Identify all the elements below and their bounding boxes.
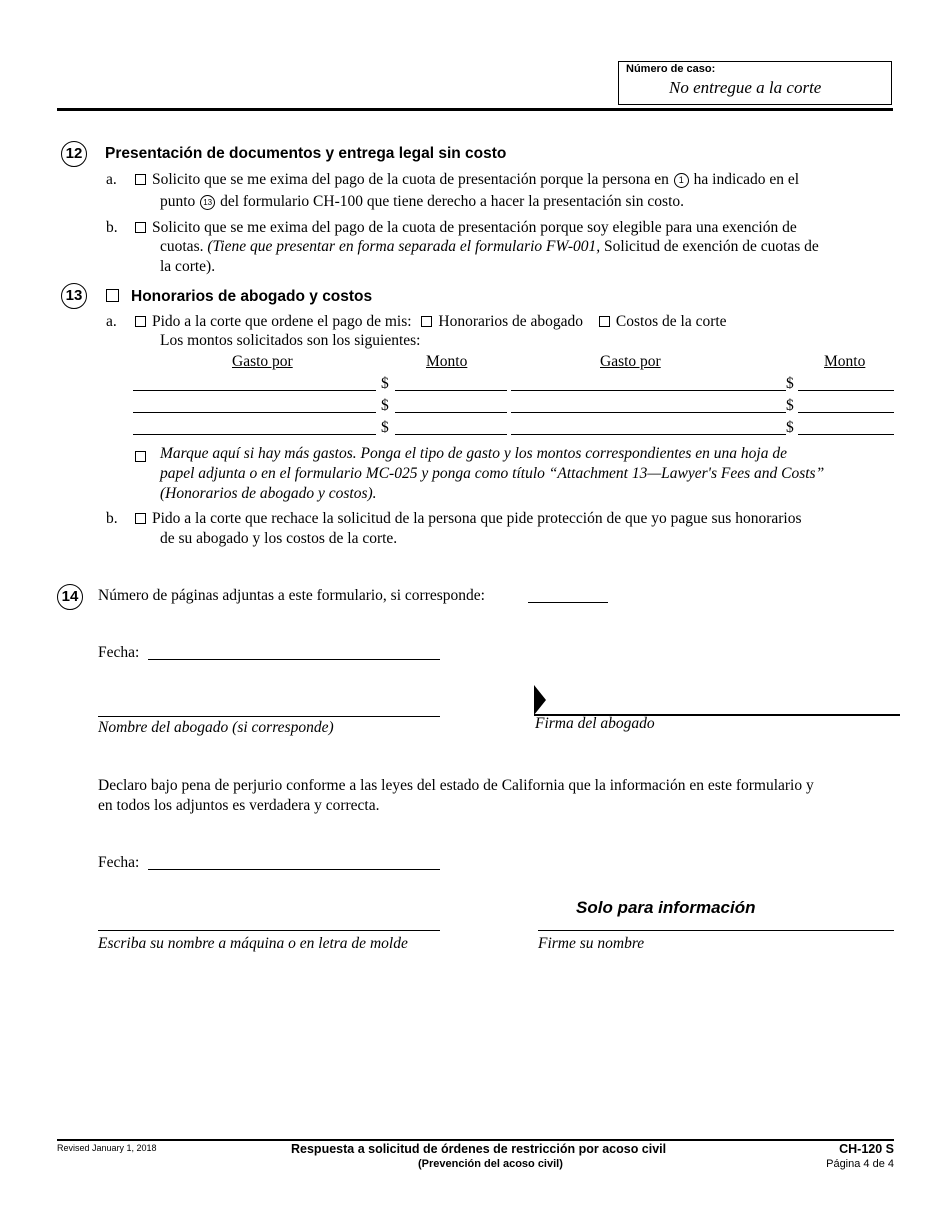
footer-form-id: CH-120 S (839, 1142, 894, 1156)
item-12a-checkbox[interactable] (135, 174, 146, 185)
item-12a-text: Solicito que se me exima del pago de la cuota de presentación porque la persona en 1 ha indicado en el (135, 170, 895, 190)
dollar-sign: $ (381, 419, 389, 436)
declarant-date-input[interactable] (148, 853, 440, 870)
item-13-ref-icon: 13 (200, 195, 215, 210)
declaration-line1: Declaro bajo pena de perjurio conforme a las leyes del estado de California que la información en este formulario y (98, 777, 814, 794)
declarant-name-label: Escriba su nombre a máquina o en letra de molde (98, 935, 408, 952)
item-12b-text-line2: cuotas. (Tiene que presentar en forma separada el formulario FW-001, Solicitud de exención de cuotas de (160, 238, 819, 255)
item-12b-text-line3: la corte). (160, 258, 216, 275)
item-13a-checkbox[interactable] (135, 316, 146, 327)
lawyer-fees-checkbox[interactable] (421, 316, 432, 327)
item-13b-text-line2: de su abogado y los costos de la corte. (160, 530, 398, 547)
expense-input[interactable] (133, 418, 376, 435)
info-only-text: Solo para información (576, 898, 756, 917)
dollar-sign: $ (786, 419, 794, 436)
amount-input[interactable] (798, 418, 894, 435)
item-12b-text: Solicito que se me exima del pago de la cuota de presentación porque soy elegible para una exención de (135, 218, 797, 238)
expense-input[interactable] (511, 396, 786, 413)
declarant-name-input[interactable] (98, 914, 440, 931)
case-number-label: Número de caso: (626, 63, 716, 75)
case-number-value[interactable]: No entregue a la corte (669, 78, 822, 97)
dollar-sign: $ (786, 397, 794, 414)
header-rule (57, 108, 893, 111)
footer-rule (57, 1139, 894, 1141)
court-costs-checkbox[interactable] (599, 316, 610, 327)
item-13-number: 13 (61, 283, 87, 309)
more-expenses-line1: Marque aquí si hay más gastos. Ponga el tipo de gasto y los montos correspondientes en una hoja de (160, 445, 787, 462)
declarant-date-label: Fecha: (98, 854, 140, 871)
amounts-text: Los montos solicitados son los siguientes: (160, 332, 421, 349)
col-amount-1: Monto (426, 353, 468, 370)
item-12b-letter: b. (106, 219, 118, 236)
amount-input[interactable] (798, 396, 894, 413)
more-expenses-line3: (Honorarios de abogado y costos). (160, 485, 377, 502)
item-13a-text: Pido a la corte que ordene el pago de mis: Honorarios de abogado Costos de la corte (135, 312, 727, 332)
col-amount-2: Monto (824, 353, 866, 370)
col-expense-1: Gasto por (232, 353, 293, 370)
item-13b-text: Pido a la corte que rechace la solicitud de la persona que pide protección de que yo pague sus honorarios (135, 509, 801, 529)
footer-revised: Revised January 1, 2018 (57, 1143, 157, 1153)
lawyer-date-label: Fecha: (98, 644, 140, 661)
item-12a-letter: a. (106, 171, 117, 188)
item-13a-letter: a. (106, 313, 117, 330)
lawyer-name-label: Nombre del abogado (si corresponde) (98, 719, 334, 736)
lawyer-date-input[interactable] (148, 643, 440, 660)
lawyer-signature-label: Firma del abogado (535, 715, 655, 732)
dollar-sign: $ (381, 397, 389, 414)
dollar-sign: $ (381, 375, 389, 392)
item-12b-checkbox[interactable] (135, 222, 146, 233)
attached-pages-input[interactable] (528, 586, 608, 603)
expense-input[interactable] (511, 418, 786, 435)
footer-title: Respuesta a solicitud de órdenes de restricción por acoso civil (291, 1142, 667, 1156)
footer-page: Página 4 de 4 (826, 1158, 894, 1170)
more-expenses-checkbox[interactable] (135, 448, 152, 466)
amount-input[interactable] (395, 396, 507, 413)
dollar-sign: $ (786, 375, 794, 392)
amount-input[interactable] (395, 374, 507, 391)
lawyer-name-input[interactable] (98, 700, 440, 717)
col-expense-2: Gasto por (600, 353, 661, 370)
more-expenses-line2: papel adjunta o en el formulario MC-025 y ponga como título “Attachment 13—Lawyer's Fees and Costs” (160, 465, 825, 482)
item-1-ref-icon: 1 (674, 173, 689, 188)
expense-input[interactable] (133, 374, 376, 391)
item-12-title: Presentación de documentos y entrega legal sin costo (105, 145, 507, 162)
item-13-title: Honorarios de abogado y costos (106, 288, 372, 306)
footer-subtitle: (Prevención del acoso civil) (418, 1158, 563, 1170)
declaration-line2: en todos los adjuntos es verdadera y correcta. (98, 797, 380, 814)
item-12a-text-line2: punto 13 del formulario CH-100 que tiene derecho a hacer la presentación sin costo. (160, 193, 685, 210)
declarant-signature-label: Firme su nombre (538, 935, 645, 952)
item-14-text: Número de páginas adjuntas a este formulario, si corresponde: (98, 587, 485, 604)
item-13b-letter: b. (106, 510, 118, 527)
item-13-checkbox[interactable] (106, 289, 119, 302)
signature-arrow-icon (534, 685, 546, 715)
expense-input[interactable] (511, 374, 786, 391)
item-12-number: 12 (61, 141, 87, 167)
case-number-box (618, 61, 892, 105)
amount-input[interactable] (798, 374, 894, 391)
item-13b-checkbox[interactable] (135, 513, 146, 524)
expense-input[interactable] (133, 396, 376, 413)
declarant-signature-input[interactable] (538, 914, 894, 931)
item-14-number: 14 (57, 584, 83, 610)
amount-input[interactable] (395, 418, 507, 435)
